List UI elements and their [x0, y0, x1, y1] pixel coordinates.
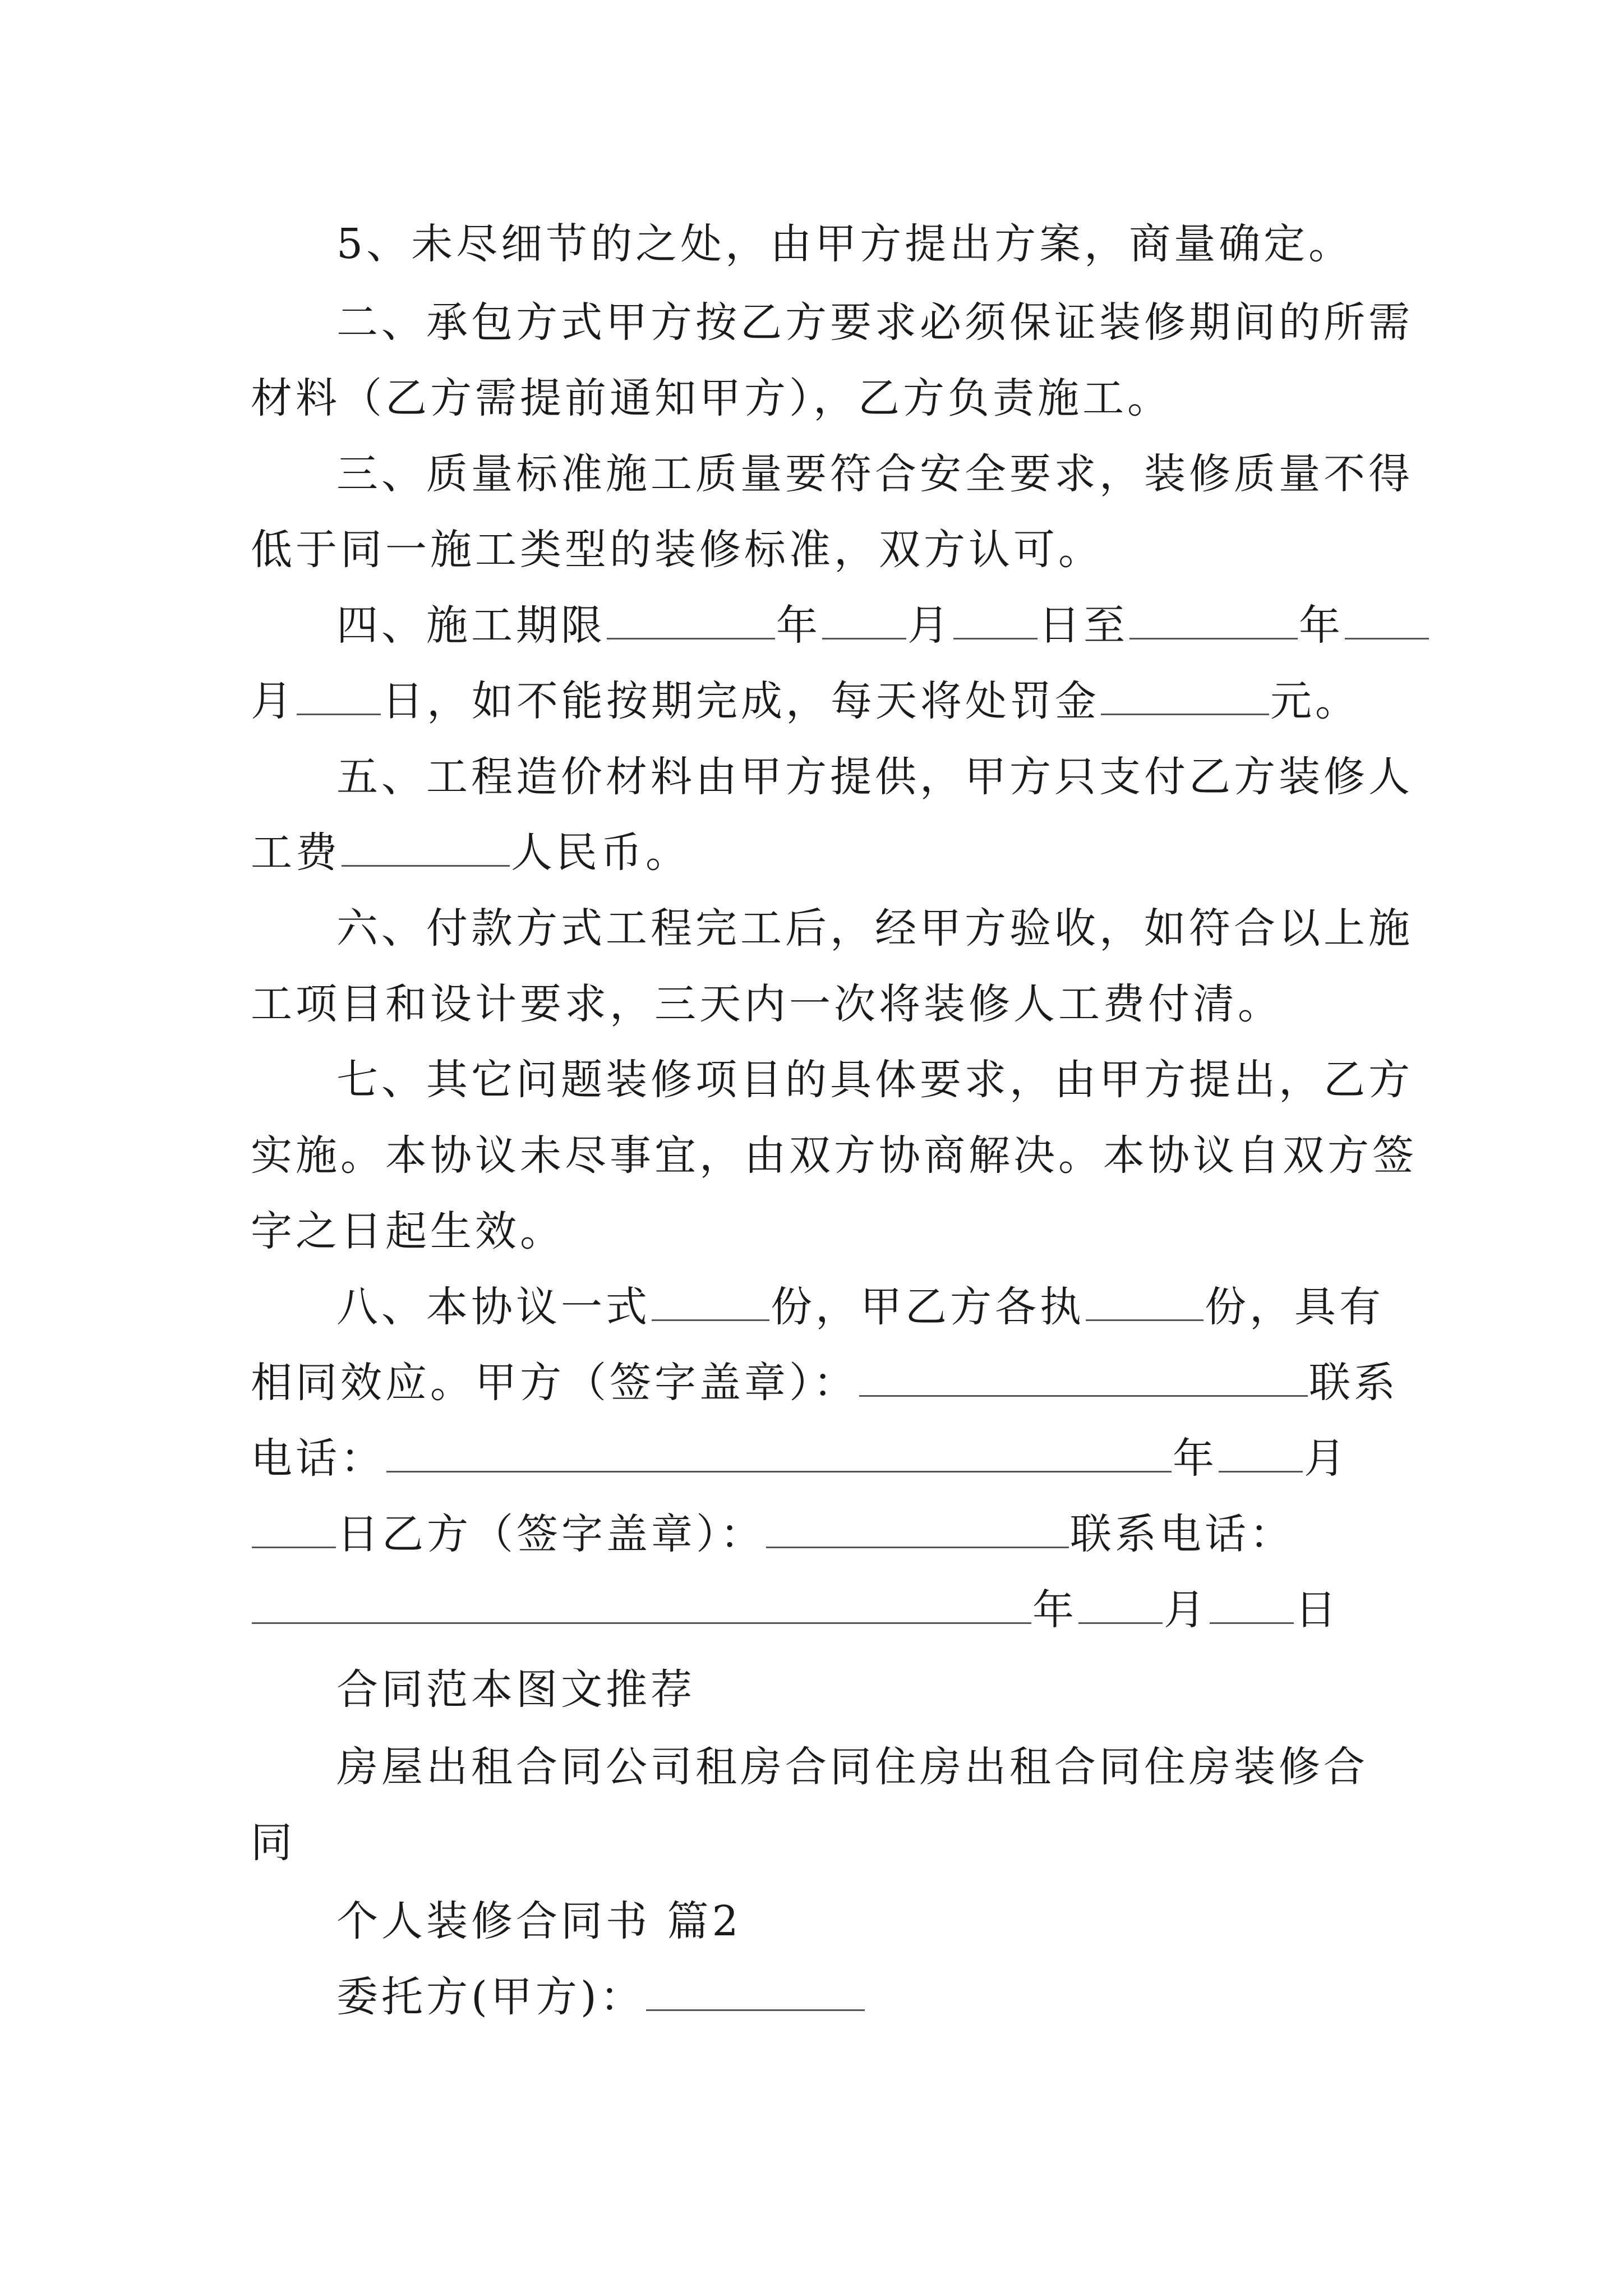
- clause-text: 月: [1164, 1586, 1209, 1634]
- penalty-amount-blank[interactable]: [1101, 678, 1269, 715]
- clause-text: 低于同一施工类型的装修标准，双方认可。: [251, 526, 1103, 574]
- clause-text: 日，如不能按期完成，每天将处罚金: [382, 677, 1100, 725]
- party-b-month-blank[interactable]: [1078, 1586, 1163, 1624]
- party-b-signature-blank[interactable]: [766, 1511, 1069, 1548]
- clause-8-line-1: [336, 1279, 1481, 1335]
- clause-text: 字之日起生效。: [251, 1207, 565, 1255]
- clause-5b-line-2: [251, 825, 1395, 881]
- start-year-blank[interactable]: [607, 602, 775, 639]
- client-line: [336, 1969, 1481, 2025]
- clause-6-line-2: [251, 976, 1395, 1032]
- recommend-links-line-1[interactable]: [336, 1739, 1481, 1795]
- clause-text: 工项目和设计要求，三天内一次将装修人工费付清。: [251, 980, 1283, 1028]
- recommend-heading: [336, 1662, 1481, 1718]
- party-b-day-blank[interactable]: [1210, 1586, 1294, 1624]
- party-a-signature-blank[interactable]: [859, 1359, 1308, 1397]
- clause-text: 六、付款方式工程完工后，经甲方验收，如符合以上施: [336, 904, 1413, 953]
- end-day-blank[interactable]: [297, 678, 381, 715]
- clause-text: 三、质量标准施工质量要符合安全要求，装修质量不得: [336, 450, 1413, 498]
- clause-text: 材料（乙方需提前通知甲方），乙方负责施工。: [251, 374, 1172, 422]
- start-day-blank[interactable]: [953, 602, 1038, 639]
- clause-text: 合同范本图文推荐: [336, 1665, 695, 1714]
- clause-text: 工费: [251, 829, 340, 877]
- clause-text: 份，具有: [1205, 1283, 1384, 1331]
- start-month-blank[interactable]: [822, 602, 906, 639]
- clause-text: 日乙方（签字盖章）：: [337, 1510, 765, 1558]
- clause-text: 委托方(甲方)：: [336, 1973, 645, 2021]
- clause-text: 个人装修合同书 篇2: [336, 1897, 742, 1945]
- signature-line-2: [251, 1430, 1395, 1487]
- clause-4-line-2: [251, 673, 1395, 729]
- clause-text: 月: [907, 601, 952, 650]
- clause-6-line-1: [336, 900, 1481, 956]
- clause-text: 年: [1032, 1586, 1077, 1634]
- clause-text: 二、承包方式甲方按乙方要求必须保证装修期间的所需: [336, 298, 1413, 347]
- clause-text: 5、未尽细节的之处，由甲方提出方案，商量确定。: [336, 220, 1354, 268]
- clause-5b-line-1: [336, 749, 1481, 805]
- party-a-month-blank[interactable]: [1219, 1435, 1303, 1473]
- clause-2-line-2: [251, 370, 1395, 426]
- clause-text: 电话：: [251, 1434, 385, 1483]
- clause-text: 日至: [1039, 601, 1128, 650]
- clause-4-line-1: [336, 597, 1481, 654]
- clause-text: 月: [1304, 1434, 1349, 1483]
- signature-line-1: [251, 1355, 1399, 1411]
- client-name-blank[interactable]: [646, 1973, 865, 2011]
- clause-text: 七、其它问题装修项目的具体要求，由甲方提出，乙方: [336, 1056, 1413, 1104]
- clause-text: 实施。本协议未尽事宜，由双方协商解决。本协议自双方签: [251, 1131, 1417, 1180]
- clause-text: 元。: [1270, 677, 1360, 725]
- end-year-blank[interactable]: [1129, 602, 1298, 639]
- section-title: [336, 1893, 1481, 1949]
- clause-5-line: [336, 216, 1481, 272]
- end-month-blank[interactable]: [1345, 602, 1429, 639]
- party-a-phone-blank[interactable]: [386, 1435, 1172, 1473]
- clause-7-line-1: [336, 1052, 1481, 1108]
- clause-text: 年: [776, 601, 821, 650]
- signature-line-4: [251, 1582, 1395, 1638]
- labor-fee-blank[interactable]: [342, 829, 510, 867]
- clause-text: 份，甲乙方各执: [771, 1283, 1085, 1331]
- party-b-phone-blank[interactable]: [252, 1586, 1031, 1624]
- clause-text: 月: [251, 677, 296, 725]
- clause-7-line-3: [251, 1203, 1395, 1259]
- clause-text: 联系: [1309, 1359, 1399, 1407]
- clause-text: 年: [1299, 601, 1344, 650]
- party-a-day-blank[interactable]: [252, 1511, 336, 1548]
- clause-text: 四、施工期限: [336, 601, 606, 650]
- clause-3-line-1: [336, 446, 1481, 502]
- clause-text: 联系电话：: [1070, 1510, 1294, 1558]
- copies-total-blank[interactable]: [652, 1283, 769, 1321]
- clause-3-line-2: [251, 522, 1395, 578]
- clause-text: 相同效应。甲方（签字盖章）：: [251, 1359, 858, 1407]
- clause-text: 人民币。: [511, 829, 690, 877]
- clause-text: 八、本协议一式: [336, 1283, 651, 1331]
- signature-line-3: [251, 1506, 1395, 1562]
- clause-2-line-1: [336, 295, 1481, 351]
- clause-text: 同: [251, 1819, 296, 1867]
- clause-text: 五、工程造价材料由甲方提供，甲方只支付乙方装修人: [336, 753, 1413, 801]
- clause-text: 日: [1295, 1586, 1340, 1634]
- copies-each-blank[interactable]: [1086, 1283, 1204, 1321]
- clause-text: 房屋出租合同公司租房合同住房出租合同住房装修合: [336, 1743, 1368, 1791]
- clause-7-line-2: [251, 1128, 1417, 1184]
- recommend-links-line-2[interactable]: [251, 1815, 1395, 1871]
- clause-text: 年: [1173, 1434, 1218, 1483]
